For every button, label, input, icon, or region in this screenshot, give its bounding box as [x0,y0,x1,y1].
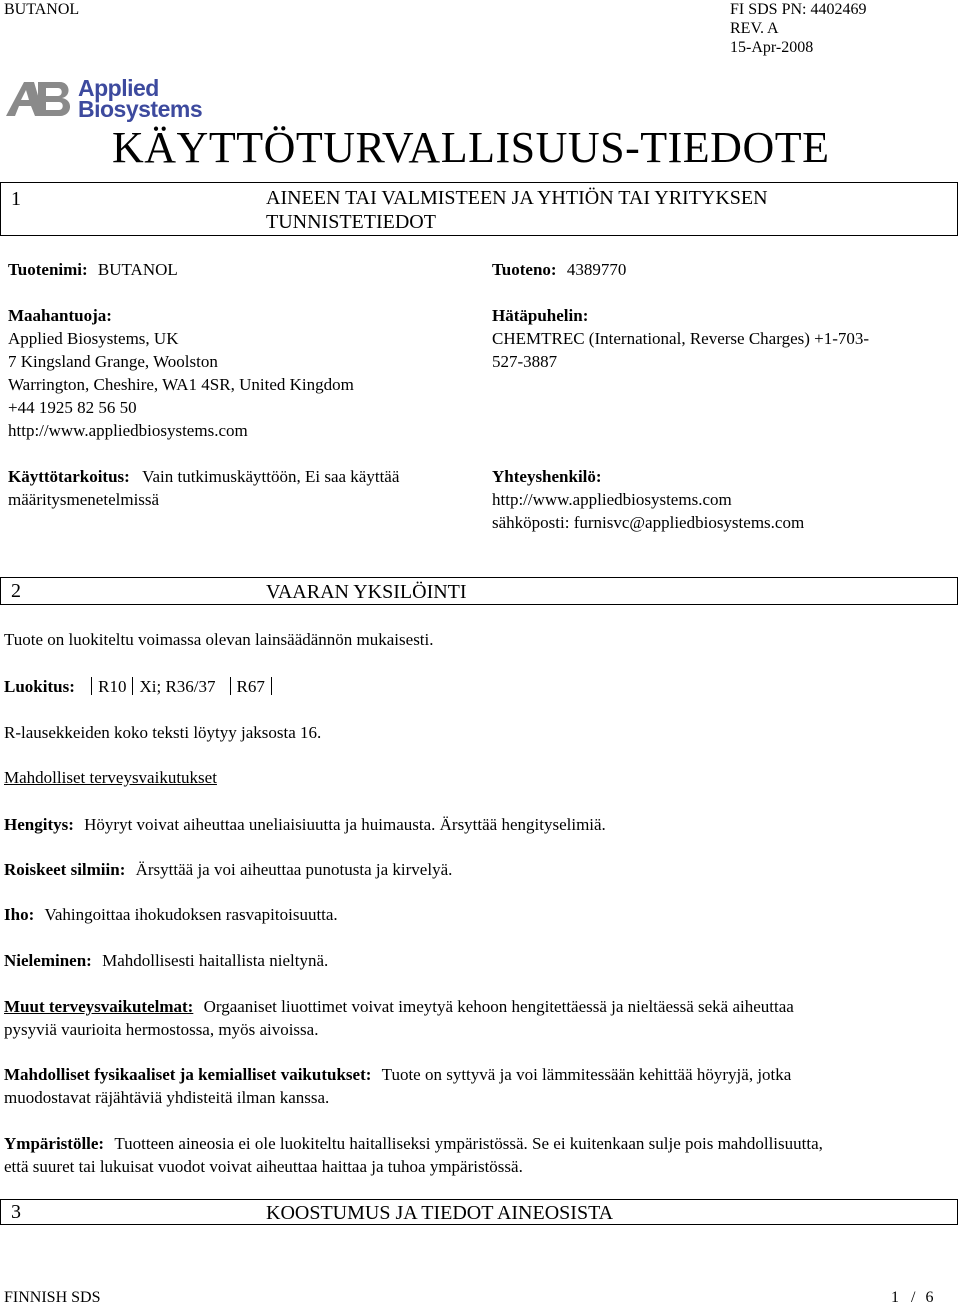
section-1-header [0,182,958,236]
logo-wordmark: Applied Biosystems [78,75,203,122]
importer-block [8,304,354,442]
classification-row [4,675,278,698]
contact-email-link[interactable]: sähköposti: furnisvc@appliedbiosystems.com [492,513,805,532]
emergency-block [492,304,869,373]
importer-line: +44 1925 82 56 50 [8,398,137,417]
classification-item: R67 [236,677,265,696]
importer-label: Maahantuoja: [8,306,112,325]
importer-website-link[interactable]: http://www.appliedbiosystems.com [8,421,248,440]
intended-use-block [8,465,399,511]
ab-logo-mark-icon [4,76,76,122]
importer-line: Warrington, Cheshire, WA1 4SR, United Kingdom [8,375,354,394]
product-number-row [492,258,626,281]
header-sds-pn: FI SDS PN: 4402469 [730,1,867,18]
skin-row [4,903,338,926]
product-name-value: BUTANOL [97,260,178,279]
product-name-label: Tuotenimi: [8,260,88,279]
product-number-label: Tuoteno: [492,260,557,279]
importer-line: 7 Kingsland Grange, Woolston [8,352,218,371]
footer-document-type: FINNISH SDS [4,1289,101,1306]
physchem-effects [4,1063,791,1109]
intended-use-label: Käyttötarkoitus: [8,467,130,486]
skin-label: Iho: [4,905,35,924]
environment-text: Tuotteen aineosia ei ole luokiteltu haitalliseksi ympäristössä. Se ei kuitenkaan sulje pois mahdollisuutta, [114,1134,823,1153]
classified-statement: Tuote on luokiteltu voimassa olevan lainsäädännön mukaisesti. [4,630,434,649]
environment-text-cont: että suuret tai lukuisat vuodot voivat aiheuttaa haittaa ja tuhoa ympäristössä. [4,1157,523,1176]
environment-effects [4,1132,823,1178]
section-1-title: AINEEN TAI VALMISTEEN JA YHTIÖN TAI YRITYKSEN TUNNISTETIEDOT [266,187,768,233]
contact-label: Yhteyshenkilö: [492,467,602,486]
ingestion-label: Nieleminen: [4,951,92,970]
section-2-title: VAARAN YKSILÖINTI [266,581,467,603]
eyes-label: Roiskeet silmiin: [4,860,126,879]
classification-label: Luokitus: [4,677,75,696]
company-logo [4,76,204,124]
section-3-number: 3 [11,1201,21,1223]
health-effects-heading: Mahdolliset terveysvaikutukset [4,768,217,787]
header-product: BUTANOL [4,1,80,18]
inhalation-label: Hengitys: [4,815,74,834]
header-rev: REV. A [730,20,779,37]
r-phrases-note: R-lausekkeiden koko teksti löytyy jaksosta 16. [4,723,322,742]
product-number-value: 4389770 [566,260,627,279]
contact-block [492,465,804,534]
document-title: KÄYTTÖTURVALLISUUS-TIEDOTE [112,123,830,172]
physchem-text: Tuote on syttyvä ja voi lämmitessään kehittää höyryjä, jotka [381,1065,792,1084]
header-date: 15-Apr-2008 [730,39,814,56]
product-name-row [8,258,178,281]
intended-use-value: Vain tutkimuskäyttöön, Ei saa käyttää [142,467,400,486]
ingestion-row [4,949,328,972]
other-health-text-cont: pysyviä vaurioita hermostossa, myös aivoissa. [4,1020,319,1039]
ingestion-text: Mahdollisesti haitallista nieltynä. [102,951,329,970]
emergency-line: CHEMTREC (International, Reverse Charges) +1-703- [492,329,870,348]
eyes-text: Ärsyttää ja voi aiheuttaa punotusta ja kirvelyä. [135,860,453,879]
footer-page-number: 1 / 6 [891,1289,934,1306]
inhalation-row [4,813,606,836]
skin-text: Vahingoittaa ihokudoksen rasvapitoisuutta. [44,905,338,924]
intended-use-value-cont: määritysmenetelmissä [8,490,160,509]
section-1-number: 1 [11,188,21,210]
section-2-number: 2 [11,580,21,602]
other-health-label: Muut terveysvaikutelmat: [4,997,194,1016]
inhalation-text: Höyryt voivat aiheuttaa uneliaisiuutta ja huimausta. Ärsyttää hengityselimiä. [84,815,606,834]
physchem-label: Mahdolliset fysikaaliset ja kemialliset vaikutukset: [4,1065,372,1084]
importer-line: Applied Biosystems, UK [8,329,179,348]
classification-item: R10 [98,677,127,696]
other-health-text: Orgaaniset liuottimet voivat imeytyä kehoon hengitettäessä ja nieltäessä sekä aiheuttaa [203,997,794,1016]
emergency-label: Hätäpuhelin: [492,306,589,325]
other-health-effects [4,995,794,1041]
physchem-text-cont: muodostavat räjähtäviä yhdisteitä ilman kanssa. [4,1088,330,1107]
section-2-header [0,577,958,605]
eyes-row [4,858,452,881]
section-3-header [0,1199,958,1225]
classification-item: Xi; R36/37 [139,677,216,696]
emergency-line: 527-3887 [492,352,558,371]
section-3-title: KOOSTUMUS JA TIEDOT AINEOSISTA [266,1202,614,1224]
contact-website-link[interactable]: http://www.appliedbiosystems.com [492,490,732,509]
environment-label: Ympäristölle: [4,1134,105,1153]
